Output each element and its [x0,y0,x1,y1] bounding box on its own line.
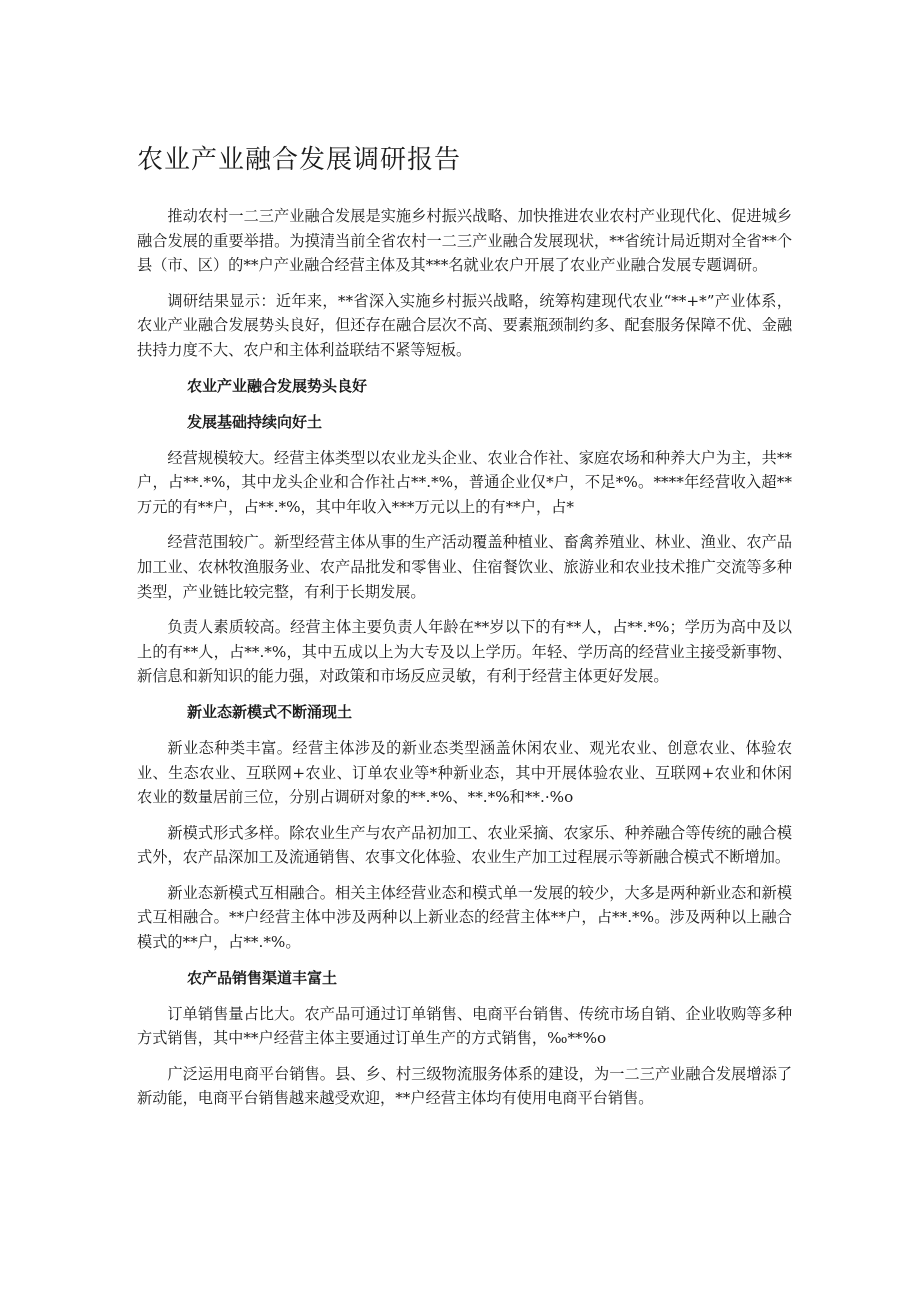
paragraph: 负责人素质较高。经营主体主要负责人年龄在**岁以下的有**人，占**.*%；学历为高中及以上的有**人，占**.*%，其中五成以上为大专及以上学历。年轻、学历高的经营业主接受新事物、新信息和新知识的能力强，对政策和市场反应灵敏，有利于经营主体更好发展。 [137,618,792,686]
subsection-heading: 新业态新模式不断涌现土 [187,702,353,721]
paragraph: 订单销售量占比大。农产品可通过订单销售、电商平台销售、传统市场自销、企业收购等多种方式销售，其中**户经营主体主要通过订单生产的方式销售，‰**%o [137,1004,792,1048]
paragraph: 广泛运用电商平台销售。县、乡、村三级物流服务体系的建设，为一二三产业融合发展增添了新动能，电商平台销售越来越受欢迎，**户经营主体均有使用电商平台销售。 [137,1064,792,1108]
paragraph: 新业态种类丰富。经营主体涉及的新业态类型涵盖休闲农业、观光农业、创意农业、体验农业、生态农业、互联网+农业、订单农业等*种新业态，其中开展体验农业、互联网+农业和休闲农业的数量居前三位，分别占调研对象的**.*%、**.*%和**.·%o [137,738,792,807]
document-page [137,140,792,1122]
document-title: 农业产业融合发展调研报告 [137,145,462,175]
paragraph: 新业态新模式互相融合。相关主体经营业态和模式单一发展的较少，大多是两种新业态和新模式互相融合。**户经营主体中涉及两种以上新业态的经营主体**户，占**.*%。涉及两种以上融合模式的**户，占**.*%。 [137,883,792,952]
paragraph: 经营规模较大。经营主体类型以农业龙头企业、农业合作社、家庭农场和种养大户为主，共**户，占**.*%，其中龙头企业和合作社占**.*%，普通企业仅*户，不足*%。****年经营收入超**万元的有**户，占**.*%，其中年收入***万元以上的有**户，占* [137,448,792,516]
paragraph: 推动农村一二三产业融合发展是实施乡村振兴战略、加快推进农业农村产业现代化、促进城乡融合发展的重要举措。为摸清当前全省农村一二三产业融合发展现状，**省统计局近期对全省**个县（市、区）的**户产业融合经营主体及其***名就业农户开展了农业产业融合发展专题调研。 [137,207,792,275]
paragraph: 调研结果显示：近年来，**省深入实施乡村振兴战略，统筹构建现代农业“**+*”产业体系，农业产业融合发展势头良好，但还存在融合层次不高、要素瓶颈制约多、配套服务保障不优、金融扶持力度不大、农户和主体利益联结不紧等短板。 [137,291,792,359]
subsection-heading: 发展基础持续向好土 [187,412,323,431]
paragraph: 新模式形式多样。除农业生产与农产品初加工、农业采摘、农家乐、种养融合等传统的融合模式外，农产品深加工及流通销售、农事文化体验、农业生产加工过程展示等新融合模式不断增加。 [137,823,792,867]
section-heading: 农业产业融合发展势头良好 [187,376,368,395]
paragraph: 经营范围较广。新型经营主体从事的生产活动覆盖种植业、畜禽养殖业、林业、渔业、农产品加工业、农林牧渔服务业、农产品批发和零售业、住宿餐饮业、旅游业和农业技术推广交流等多种类型，产业链比较完整，有利于长期发展。 [137,533,792,601]
subsection-heading: 农产品销售渠道丰富土 [187,968,338,987]
